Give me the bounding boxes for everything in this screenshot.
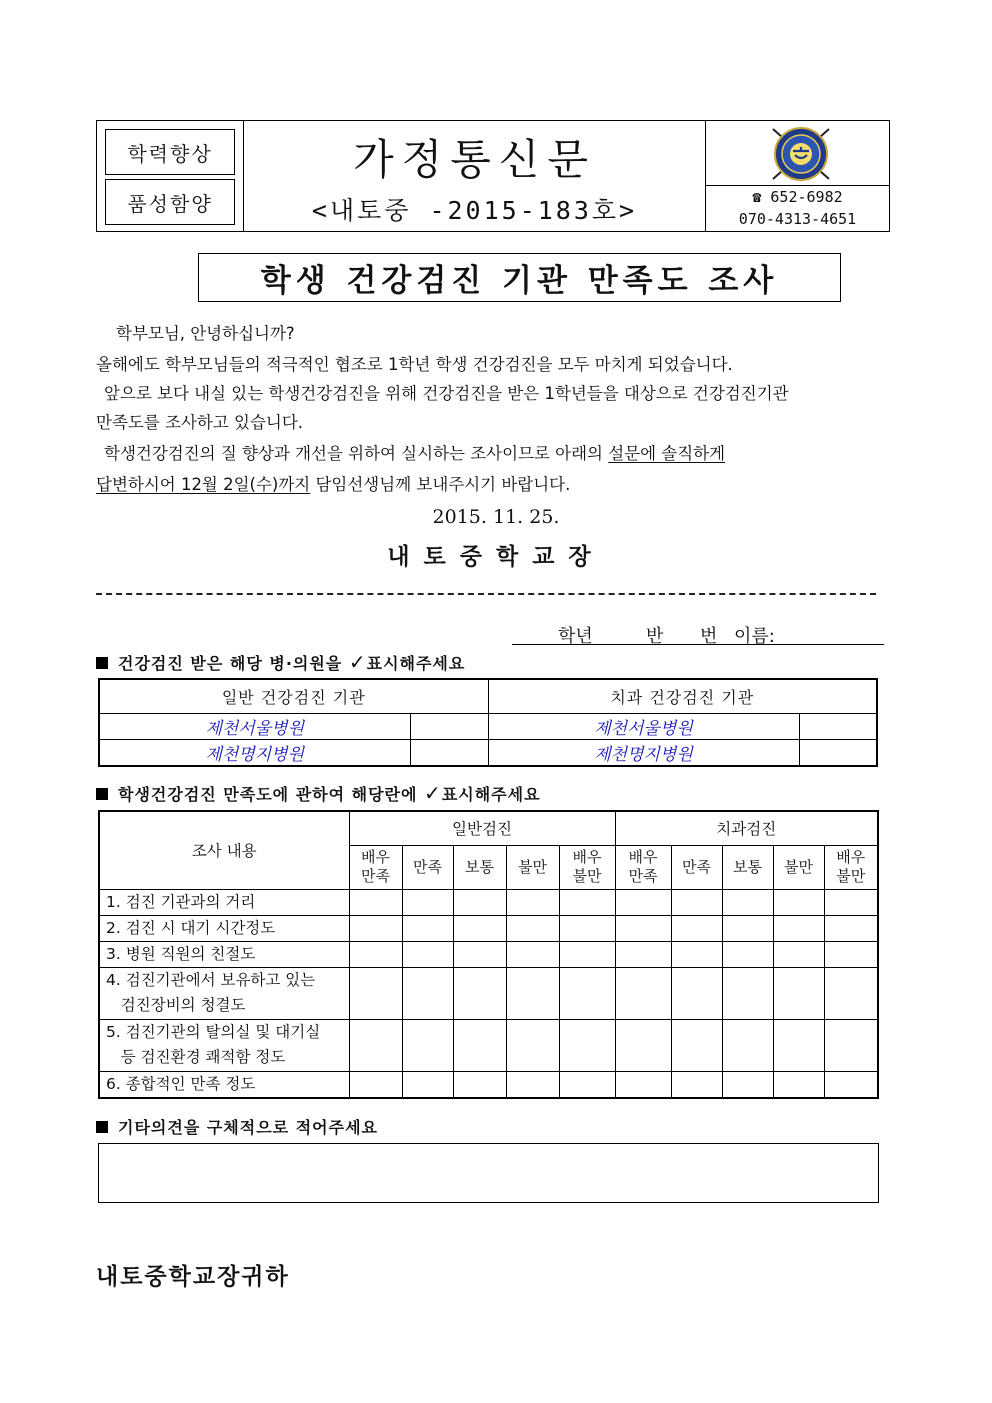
rating-cell[interactable] bbox=[559, 889, 615, 915]
general-group-header: 일반검진 bbox=[349, 811, 615, 845]
rating-cell[interactable] bbox=[824, 1071, 878, 1098]
check-cell[interactable] bbox=[799, 714, 877, 740]
satisfaction-level-header: 배우 불만 bbox=[559, 845, 615, 889]
hospital-selection-table bbox=[98, 678, 878, 767]
rating-cell[interactable] bbox=[506, 1071, 559, 1098]
survey-item: 2. 검진 시 대기 시간정도 bbox=[99, 915, 349, 941]
rating-cell[interactable] bbox=[559, 941, 615, 967]
closing-address: 내토중학교장귀하 bbox=[96, 1264, 290, 1290]
rating-cell[interactable] bbox=[453, 1019, 506, 1071]
rating-cell[interactable] bbox=[615, 941, 671, 967]
hospital-name: 제천명지병원 bbox=[488, 740, 799, 767]
rating-cell[interactable] bbox=[615, 889, 671, 915]
rating-cell[interactable] bbox=[453, 889, 506, 915]
body-line-2: 앞으로 보다 내실 있는 학생건강검진을 위해 건강검진을 받은 1학년들을 대상으로 건강검진기관 bbox=[104, 384, 789, 403]
rating-cell[interactable] bbox=[506, 967, 559, 1019]
satisfaction-level-header: 만족 bbox=[671, 845, 722, 889]
phone-number: ☎ 652-6982 bbox=[752, 188, 843, 206]
body-line-1: 올해에도 학부모님들의 적극적인 협조로 1학년 학생 건강검진을 모두 마치게 되었습니다. bbox=[96, 355, 733, 374]
rating-cell[interactable] bbox=[453, 1071, 506, 1098]
satisfaction-level-header: 불만 bbox=[506, 845, 559, 889]
table-row bbox=[99, 967, 878, 1019]
survey-item: 5. 검진기관의 탈의실 및 대기실 등 검진환경 쾌적함 정도 bbox=[99, 1019, 349, 1071]
student-info-field[interactable] bbox=[512, 622, 884, 645]
check-cell[interactable] bbox=[410, 740, 488, 767]
body-line-4-text: 학생건강검진의 질 향상과 개선을 위하여 실시하는 조사이므로 아래의 bbox=[104, 444, 609, 463]
rating-cell[interactable] bbox=[824, 1019, 878, 1071]
body-line-3: 만족도를 조사하고 있습니다. bbox=[96, 413, 304, 432]
section-1-title: 건강검진 받은 해당 병·의원을 ✓표시해주세요 bbox=[96, 650, 465, 674]
rating-cell[interactable] bbox=[559, 1071, 615, 1098]
greeting: 학부모님, 안녕하십니까? bbox=[116, 324, 295, 343]
section-3-title: 기타의견을 구체적으로 적어주세요 bbox=[96, 1115, 378, 1138]
rating-cell[interactable] bbox=[722, 915, 773, 941]
rating-cell[interactable] bbox=[506, 915, 559, 941]
body-line-5-text: 담임선생님께 보내주시기 바랍니다. bbox=[310, 475, 571, 494]
motto-column bbox=[97, 121, 244, 231]
rating-cell[interactable] bbox=[506, 1019, 559, 1071]
rating-cell[interactable] bbox=[402, 889, 453, 915]
rating-cell[interactable] bbox=[773, 941, 824, 967]
table-row bbox=[99, 740, 877, 767]
table-row bbox=[99, 941, 878, 967]
hospital-name: 제천명지병원 bbox=[99, 740, 410, 767]
rating-cell[interactable] bbox=[671, 889, 722, 915]
contact-info bbox=[706, 185, 889, 231]
number-label: 번 bbox=[700, 626, 718, 647]
hospital-name: 제천서울병원 bbox=[488, 714, 799, 740]
survey-content-header: 조사 내용 bbox=[99, 811, 349, 889]
deadline-emphasis: 답변하시어 12월 2일(수)까지 bbox=[96, 475, 311, 494]
table-row bbox=[99, 889, 878, 915]
rating-cell[interactable] bbox=[773, 915, 824, 941]
rating-cell[interactable] bbox=[773, 889, 824, 915]
rating-cell[interactable] bbox=[671, 1019, 722, 1071]
rating-cell[interactable] bbox=[349, 915, 402, 941]
motto-academic: 학력향상 bbox=[105, 129, 235, 175]
rating-cell[interactable] bbox=[615, 915, 671, 941]
title-column bbox=[244, 121, 706, 231]
square-bullet-icon bbox=[96, 1121, 108, 1133]
rating-cell[interactable] bbox=[402, 1071, 453, 1098]
rating-cell[interactable] bbox=[773, 1019, 824, 1071]
square-bullet-icon bbox=[96, 657, 108, 669]
opinion-input-box[interactable] bbox=[98, 1143, 879, 1203]
rating-cell[interactable] bbox=[773, 967, 824, 1019]
dental-checkup-header: 치과 건강검진 기관 bbox=[488, 679, 877, 714]
satisfaction-level-header: 보통 bbox=[722, 845, 773, 889]
rating-cell[interactable] bbox=[671, 941, 722, 967]
rating-cell[interactable] bbox=[402, 941, 453, 967]
newsletter-header bbox=[96, 120, 890, 232]
rating-cell[interactable] bbox=[559, 915, 615, 941]
rating-cell[interactable] bbox=[722, 1019, 773, 1071]
rating-cell[interactable] bbox=[722, 1071, 773, 1098]
dental-group-header: 치과검진 bbox=[615, 811, 878, 845]
table-row bbox=[99, 915, 878, 941]
rating-cell[interactable] bbox=[671, 915, 722, 941]
table-row bbox=[99, 1019, 878, 1071]
name-label: 이름: bbox=[734, 626, 775, 647]
contact-column bbox=[706, 121, 889, 231]
body-line-4-emphasis: 설문에 솔직하게 bbox=[608, 444, 726, 463]
survey-item: 6. 종합적인 만족 정도 bbox=[99, 1071, 349, 1098]
motto-character: 품성함양 bbox=[105, 179, 235, 225]
rating-cell[interactable] bbox=[453, 967, 506, 1019]
rating-cell[interactable] bbox=[722, 941, 773, 967]
checkmark-icon: ✓ bbox=[348, 650, 367, 674]
check-cell[interactable] bbox=[799, 740, 877, 767]
rating-cell[interactable] bbox=[402, 1019, 453, 1071]
rating-cell[interactable] bbox=[453, 941, 506, 967]
rating-cell[interactable] bbox=[349, 1071, 402, 1098]
check-cell[interactable] bbox=[410, 714, 488, 740]
general-checkup-header: 일반 건강검진 기관 bbox=[99, 679, 488, 714]
survey-item: 3. 병원 직원의 친절도 bbox=[99, 941, 349, 967]
newsletter-title: 가정통신문 bbox=[353, 135, 596, 184]
rating-cell[interactable] bbox=[615, 967, 671, 1019]
phone-number-2: 070-4313-4651 bbox=[738, 210, 857, 228]
principal-signature: 내토중학교장 bbox=[387, 544, 605, 570]
rating-cell[interactable] bbox=[349, 1019, 402, 1071]
rating-cell[interactable] bbox=[402, 967, 453, 1019]
rating-cell[interactable] bbox=[615, 1019, 671, 1071]
checkmark-icon: ✓ bbox=[424, 781, 442, 805]
grade-label: 학년 bbox=[558, 626, 593, 647]
satisfaction-level-header: 보통 bbox=[453, 845, 506, 889]
rating-cell[interactable] bbox=[824, 967, 878, 1019]
body-line-4 bbox=[104, 440, 725, 464]
issue-number: <내토중 -2015-183호> bbox=[311, 196, 638, 225]
rating-cell[interactable] bbox=[349, 889, 402, 915]
cut-line bbox=[96, 593, 876, 595]
class-label: 반 bbox=[646, 626, 664, 647]
rating-cell[interactable] bbox=[824, 941, 878, 967]
satisfaction-table bbox=[98, 810, 879, 1099]
hospital-name: 제천서울병원 bbox=[99, 714, 410, 740]
rating-cell[interactable] bbox=[349, 967, 402, 1019]
rating-cell[interactable] bbox=[559, 1019, 615, 1071]
rating-cell[interactable] bbox=[773, 1071, 824, 1098]
school-emblem-icon bbox=[769, 125, 833, 183]
satisfaction-level-header: 만족 bbox=[402, 845, 453, 889]
rating-cell[interactable] bbox=[671, 1071, 722, 1098]
rating-cell[interactable] bbox=[506, 889, 559, 915]
rating-cell[interactable] bbox=[559, 967, 615, 1019]
rating-cell[interactable] bbox=[349, 941, 402, 967]
survey-title: 학생 건강검진 기관 만족도 조사 bbox=[198, 253, 841, 302]
satisfaction-level-header: 불만 bbox=[773, 845, 824, 889]
satisfaction-level-header: 배우 만족 bbox=[615, 845, 671, 889]
section-2-title: 학생건강검진 만족도에 관하여 해당란에 ✓표시해주세요 bbox=[96, 781, 541, 805]
rating-cell[interactable] bbox=[722, 889, 773, 915]
issue-date: 2015. 11. 25. bbox=[432, 506, 560, 528]
body-line-5 bbox=[96, 471, 570, 495]
table-row bbox=[99, 1071, 878, 1098]
rating-cell[interactable] bbox=[453, 915, 506, 941]
table-row bbox=[99, 714, 877, 740]
rating-cell[interactable] bbox=[615, 1071, 671, 1098]
survey-item: 4. 검진기관에서 보유하고 있는 검진장비의 청결도 bbox=[99, 967, 349, 1019]
satisfaction-level-header: 배우 불만 bbox=[824, 845, 878, 889]
rating-cell[interactable] bbox=[824, 889, 878, 915]
survey-item: 1. 검진 기관과의 거리 bbox=[99, 889, 349, 915]
rating-cell[interactable] bbox=[402, 915, 453, 941]
rating-cell[interactable] bbox=[671, 967, 722, 1019]
rating-cell[interactable] bbox=[824, 915, 878, 941]
square-bullet-icon bbox=[96, 788, 108, 800]
satisfaction-level-header: 배우 만족 bbox=[349, 845, 402, 889]
rating-cell[interactable] bbox=[506, 941, 559, 967]
rating-cell[interactable] bbox=[722, 967, 773, 1019]
